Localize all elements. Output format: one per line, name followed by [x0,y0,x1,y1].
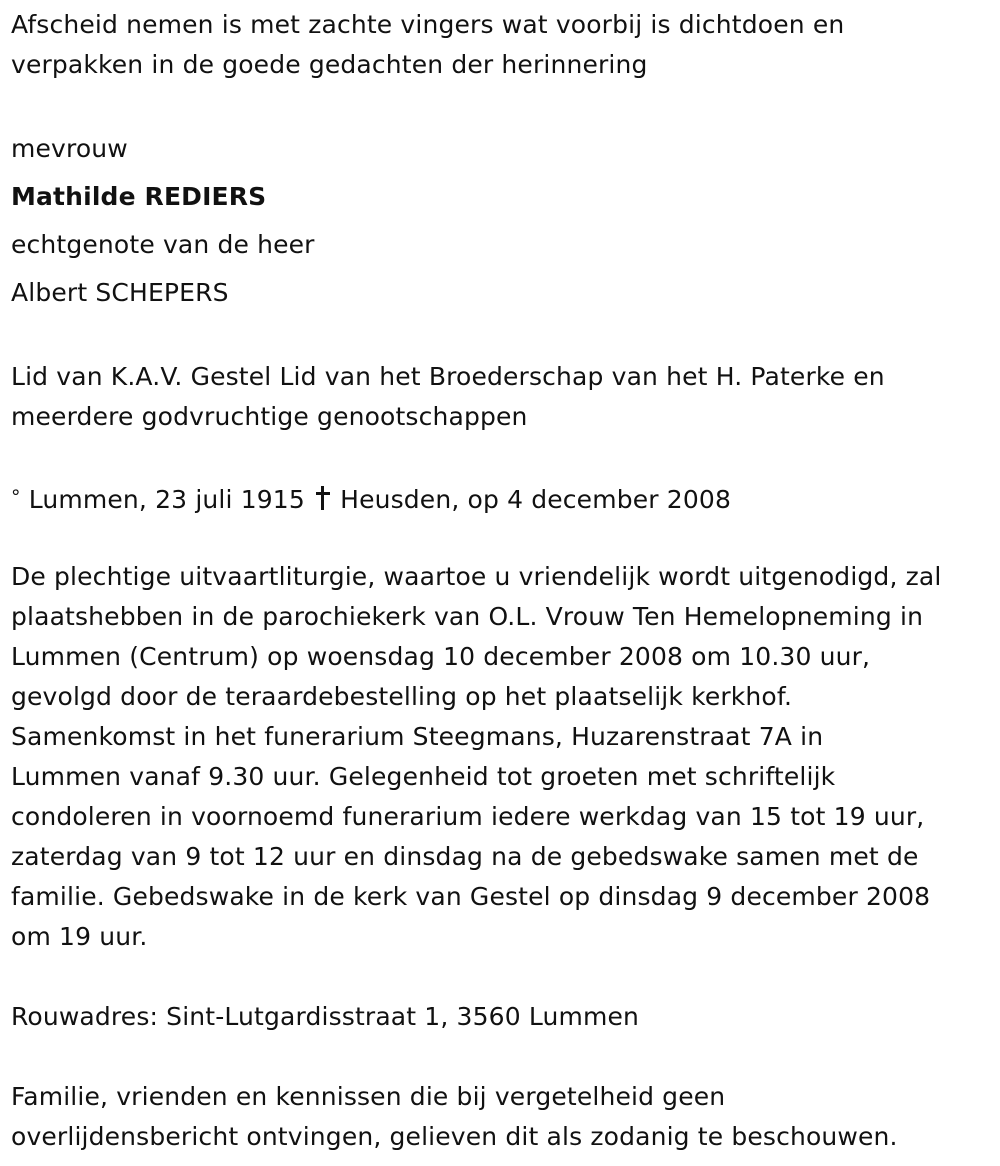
spacer [11,957,996,997]
spacer [11,517,996,557]
funeral-line-9: familie. Gebedswake in de kerk van Gestel op dinsdag 9 december 2008 [11,882,931,911]
memberships-text [11,357,996,437]
spacer [11,85,996,125]
cross-icon [316,486,330,510]
funeral-line-6: Lummen vanaf 9.30 uur. Gelegenheid tot groeten met schriftelijk [11,762,836,791]
memberships-line-2: meerdere godvruchtige genootschappen [11,402,528,431]
person-name: Mathilde REDIERS [11,182,267,211]
funeral-line-7: condoleren in voornoemd funerarium iedere werkdag van 15 tot 19 uur, [11,802,925,831]
intro-line-1: Afscheid nemen is met zachte vingers wat voorbij is dichtdoen en [11,10,845,39]
closing-line-1: Familie, vrienden en kennissen die bij vergetelheid geen [11,1082,726,1111]
funeral-line-2: plaatshebben in de parochiekerk van O.L. Vrouw Ten Hemelopneming in [11,602,924,631]
memberships-line-1: Lid van K.A.V. Gestel Lid van het Broederschap van het H. Paterke en [11,362,885,391]
funeral-line-4: gevolgd door de teraardebestelling op het plaatselijk kerkhof. [11,682,793,711]
closing-text [11,1077,996,1157]
funeral-line-8: zaterdag van 9 tot 12 uur en dinsdag na de gebedswake samen met de [11,842,919,871]
spouse-name: Albert SCHEPERS [11,278,229,307]
person-block [11,125,996,317]
spacer [11,317,996,357]
intro-line-2: verpakken in de goede gedachten der herinnering [11,50,648,79]
mourning-address: Rouwadres: Sint-Lutgardisstraat 1, 3560 Lummen [11,1002,640,1031]
funeral-text [11,557,996,957]
obituary-document [11,5,996,1157]
funeral-line-1: De plechtige uitvaartliturgie, waartoe u vriendelijk wordt uitgenodigd, zal [11,562,942,591]
spacer [11,1037,996,1077]
person-relation: echtgenote van de heer [11,230,315,259]
person-title: mevrouw [11,134,128,163]
birth-symbol: ° [11,486,21,508]
closing-line-2: overlijdensbericht ontvingen, gelieven dit als zodanig te beschouwen. [11,1122,898,1151]
funeral-line-3: Lummen (Centrum) op woensdag 10 december 2008 om 10.30 uur, [11,642,871,671]
death-text: Heusden, op 4 december 2008 [332,485,732,514]
intro-text [11,5,996,85]
funeral-line-10: om 19 uur. [11,922,148,951]
spacer [11,437,996,477]
birth-text: Lummen, 23 juli 1915 [20,485,314,514]
funeral-line-5: Samenkomst in het funerarium Steegmans, Huzarenstraat 7A in [11,722,824,751]
life-dates [11,477,996,517]
